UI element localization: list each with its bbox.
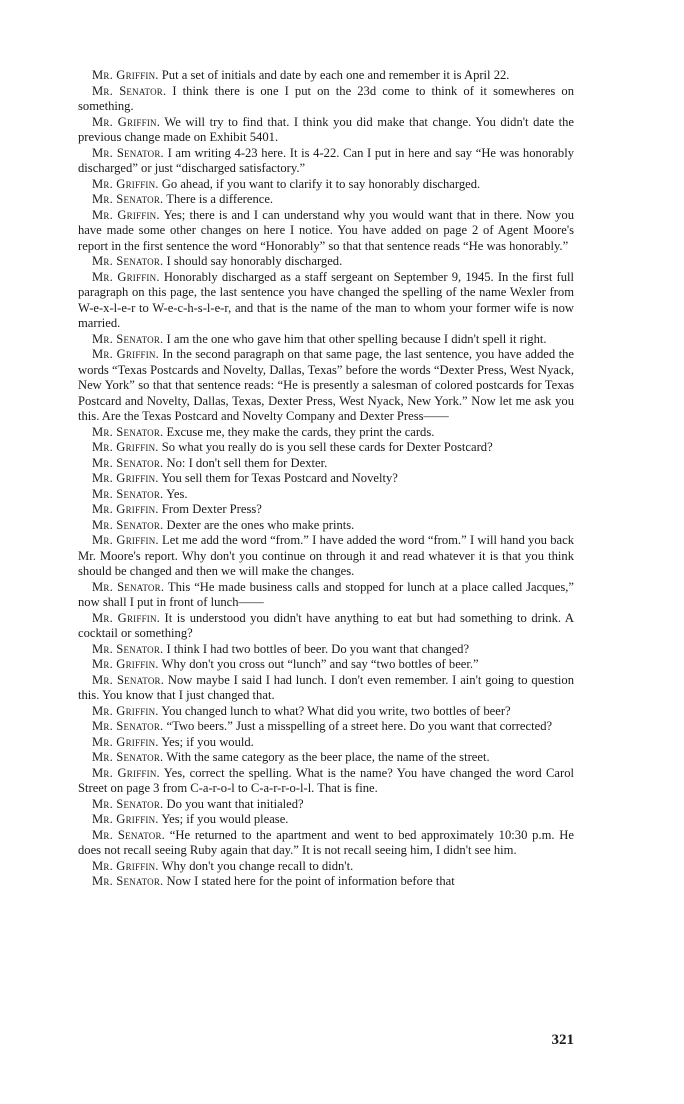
speaker-label: Mr. Griffin. [92, 610, 161, 625]
utterance-text: I think there is one I put on the 23d come to think of it somewheres on something. [78, 83, 574, 113]
speaker-label: Mr. Griffin. [92, 440, 159, 454]
testimony-paragraph [78, 642, 574, 658]
testimony-paragraph [78, 68, 574, 84]
speaker-label: Mr. Senator. [92, 874, 164, 888]
utterance-text: Yes. [163, 486, 188, 501]
speaker-label: Mr. Griffin. [92, 502, 159, 516]
utterance-text: Yes; there is and I can understand why you would want that in there. Now you have made some other changes on here I notice. You have added on page 2 of Agent Moore's report in the first sentence the word “Honorably” so that that sentence reads “He was honorably.” [78, 207, 574, 253]
utterance-text: Now maybe I said I had lunch. I don't even remember. I ain't going to question this. You know that I just changed that. [78, 672, 575, 702]
utterance-text: Let me add the word “from.” I have added the word “from.” I will hand you back Mr. Moore's report. Why don't you continue on through it and read whatever it is that you think should be changed and then we will make the changes. [78, 533, 574, 578]
testimony-paragraph [78, 704, 574, 720]
utterance-text: I think I had two bottles of beer. Do you want that changed? [163, 641, 470, 656]
testimony-paragraph [78, 735, 574, 751]
speaker-label: Mr. Griffin. [92, 812, 159, 826]
speaker-label: Mr. Senator. [92, 579, 165, 594]
utterance-text: You sell them for Texas Postcard and Novelty? [158, 471, 398, 485]
testimony-paragraph [78, 192, 574, 208]
testimony-paragraph [78, 84, 574, 115]
testimony-paragraph [78, 719, 574, 735]
speaker-label: Mr. Senator. [92, 486, 164, 501]
utterance-text: You changed lunch to what? What did you write, two bottles of beer? [158, 703, 511, 718]
speaker-label: Mr. Senator. [92, 517, 164, 532]
testimony-paragraph [78, 332, 574, 348]
testimony-paragraph [78, 518, 574, 534]
speaker-label: Mr. Griffin. [92, 533, 159, 547]
speaker-label: Mr. Griffin. [92, 269, 160, 284]
utterance-text: Do you want that initialed? [163, 796, 304, 811]
speaker-label: Mr. Griffin. [92, 858, 159, 873]
speaker-label: Mr. Griffin. [92, 347, 159, 361]
utterance-text: Why don't you cross out “lunch” and say “two bottles of beer.” [158, 657, 479, 671]
utterance-text: Now I stated here for the point of information before that [163, 874, 455, 888]
speaker-label: Mr. Griffin. [92, 68, 159, 82]
testimony-paragraph [78, 425, 574, 441]
speaker-label: Mr. Senator. [92, 641, 164, 656]
speaker-label: Mr. Senator. [92, 83, 167, 98]
utterance-text: Yes; if you would. [158, 734, 254, 749]
utterance-text: Yes, correct the spelling. What is the name? You have changed the word Carol Street on page 3 from C-a-r-o-l to C-a-r-r-o-l-l. That is fine. [78, 765, 574, 795]
testimony-paragraph [78, 533, 574, 580]
page-number: 321 [551, 1032, 574, 1048]
speaker-label: Mr. Senator. [92, 424, 164, 439]
utterance-text: So what you really do is you sell these cards for Dexter Postcard? [158, 440, 493, 454]
utterance-text: Go ahead, if you want to clarify it to say honorably discharged. [158, 176, 481, 191]
speaker-label: Mr. Griffin. [92, 765, 160, 780]
testimony-paragraph [78, 208, 574, 255]
utterance-text: From Dexter Press? [158, 502, 262, 516]
utterance-text: In the second paragraph on that same page, the last sentence, you have added the words “Texas Postcards and Novelty, Dallas, Texas” before the words “Dexter Press, West Nyack, New York” so that that sentence reads: “He is presently a salesman of colored postcards for Texas Postcard and Novelty, Dallas, Texas, Dexter Press, West Nyack, New York.” Now let me ask you this. Are the Texas Postcard and Novelty Company and Dexter Press—— [78, 347, 574, 423]
speaker-label: Mr. Senator. [92, 455, 164, 470]
testimony-paragraph [78, 254, 574, 270]
utterance-text: I am the one who gave him that other spelling because I didn't spell it right. [163, 331, 547, 346]
utterance-text: This “He made business calls and stopped for lunch at a place called Jacques,” now shall I put in front of lunch—— [78, 579, 574, 609]
speaker-label: Mr. Griffin. [92, 471, 159, 485]
speaker-label: Mr. Senator. [92, 331, 164, 346]
speaker-label: Mr. Senator. [92, 827, 166, 842]
testimony-paragraph [78, 456, 574, 472]
testimony-paragraph [78, 812, 574, 828]
utterance-text: Yes; if you would please. [158, 812, 289, 826]
speaker-label: Mr. Senator. [92, 672, 165, 687]
utterance-text: Dexter are the ones who make prints. [163, 517, 355, 532]
utterance-text: It is understood you didn't have anything to eat but had something to drink. A cocktail or something? [78, 610, 574, 640]
speaker-label: Mr. Senator. [92, 145, 164, 160]
testimony-paragraph [78, 487, 574, 503]
speaker-label: Mr. Griffin. [92, 703, 159, 718]
testimony-paragraph [78, 115, 574, 146]
testimony-text [78, 68, 574, 890]
testimony-paragraph [78, 766, 574, 797]
testimony-paragraph [78, 828, 574, 859]
testimony-paragraph [78, 580, 574, 611]
speaker-label: Mr. Griffin. [92, 657, 159, 671]
speaker-label: Mr. Senator. [92, 796, 164, 811]
utterance-text: No: I don't sell them for Dexter. [163, 455, 328, 470]
speaker-label: Mr. Griffin. [92, 114, 161, 129]
utterance-text: Why don't you change recall to didn't. [158, 858, 354, 873]
utterance-text: We will try to find that. I think you did make that change. You didn't date the previous change made on Exhibit 5401. [78, 114, 574, 144]
testimony-paragraph [78, 270, 574, 332]
speaker-label: Mr. Senator. [92, 719, 164, 733]
utterance-text: I should say honorably discharged. [163, 254, 343, 268]
testimony-paragraph [78, 750, 574, 766]
utterance-text: Honorably discharged as a staff sergeant on September 9, 1945. In the first full paragraph on this page, the last sentence you have changed the spelling of the name Wexler from W-e-x-l-e-r to W-e-c-h-s-l-e-r, and that is the name of the man to whom your former wife is now married. [78, 269, 574, 330]
utterance-text: “He returned to the apartment and went to bed approximately 10:30 p.m. He does not recall seeing Ruby again that day.” It is not recall seeing him, I didn't see him. [78, 827, 574, 857]
speaker-label: Mr. Senator. [92, 750, 164, 764]
testimony-paragraph [78, 874, 574, 890]
testimony-paragraph [78, 177, 574, 193]
speaker-label: Mr. Senator. [92, 192, 164, 206]
utterance-text: “Two beers.” Just a misspelling of a street here. Do you want that corrected? [163, 719, 553, 733]
utterance-text: I am writing 4-23 here. It is 4-22. Can I put in here and say “He was honorably discharged” or just “discharged satisfactory.” [78, 145, 574, 175]
testimony-paragraph [78, 146, 574, 177]
testimony-paragraph [78, 611, 574, 642]
testimony-paragraph [78, 347, 574, 425]
utterance-text: Put a set of initials and date by each one and remember it is April 22. [158, 68, 510, 82]
testimony-paragraph [78, 471, 574, 487]
testimony-paragraph [78, 673, 574, 704]
testimony-paragraph [78, 859, 574, 875]
utterance-text: There is a difference. [163, 192, 274, 206]
testimony-paragraph [78, 657, 574, 673]
speaker-label: Mr. Griffin. [92, 207, 160, 222]
speaker-label: Mr. Griffin. [92, 734, 159, 749]
utterance-text: With the same category as the beer place, the name of the street. [163, 750, 490, 764]
testimony-paragraph [78, 440, 574, 456]
speaker-label: Mr. Griffin. [92, 176, 159, 191]
testimony-paragraph [78, 502, 574, 518]
utterance-text: Excuse me, they make the cards, they print the cards. [163, 424, 435, 439]
speaker-label: Mr. Senator. [92, 254, 164, 268]
testimony-paragraph [78, 797, 574, 813]
